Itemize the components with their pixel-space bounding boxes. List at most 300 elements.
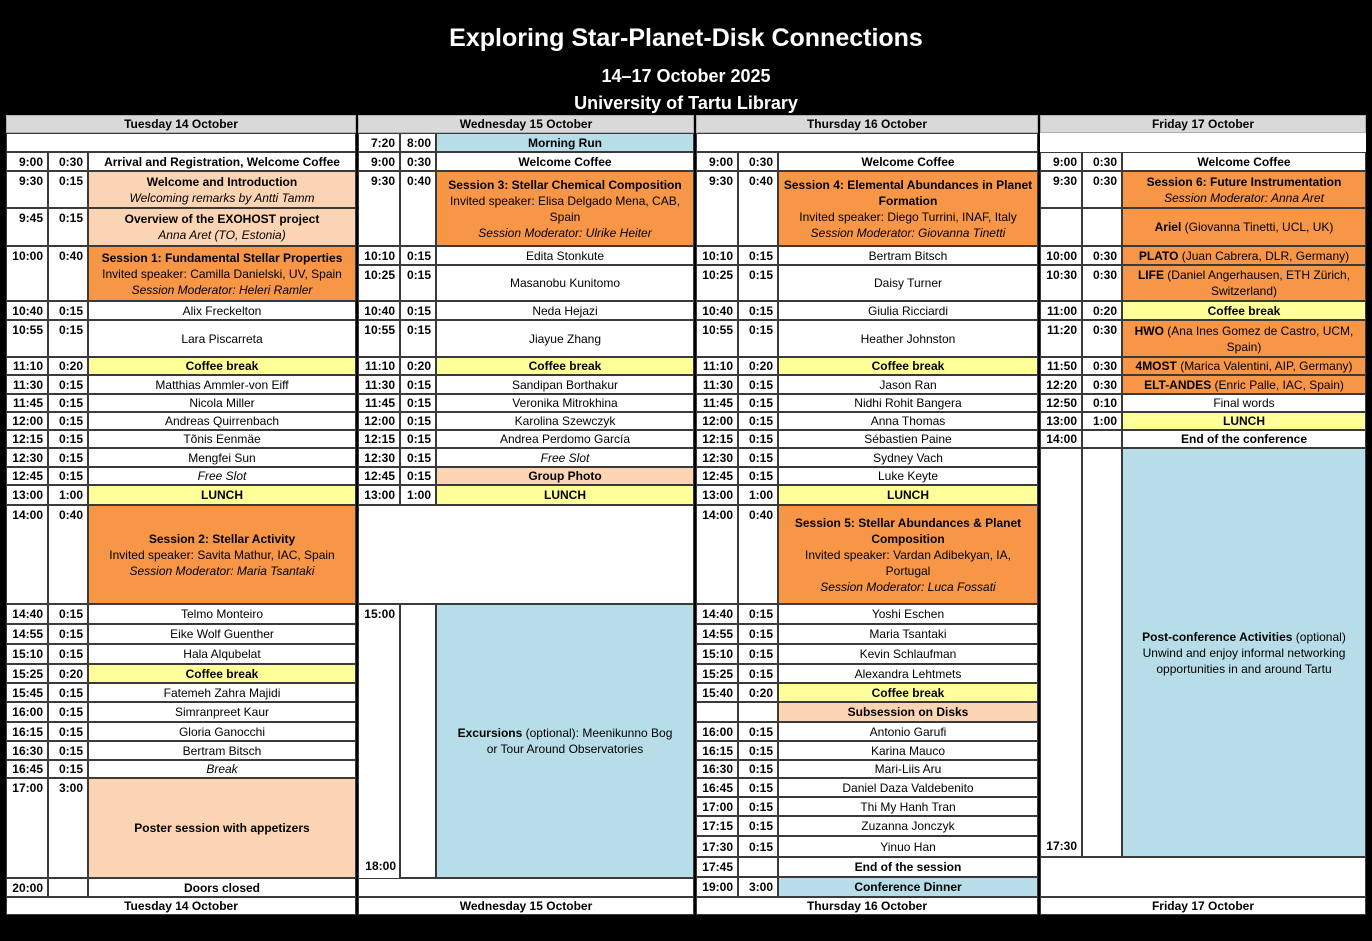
duration-cell — [400, 412, 436, 430]
schedule-entry[interactable] — [88, 430, 356, 448]
schedule-entry[interactable] — [88, 604, 356, 624]
schedule-entry[interactable] — [778, 152, 1038, 171]
schedule-entry[interactable] — [88, 467, 356, 485]
day-header-label: Wednesday 15 October — [459, 117, 593, 131]
duration: 1:00 — [58, 488, 83, 502]
entry-text: Bertram Bitsch — [182, 743, 262, 758]
start-time: 9:00 — [370, 154, 395, 169]
day-header-tue — [6, 115, 356, 133]
time-cell — [6, 246, 48, 301]
schedule-entry[interactable] — [778, 624, 1038, 644]
schedule-grid — [6, 115, 1366, 915]
day-header-wed — [358, 115, 694, 133]
start-time: 17:15 — [702, 819, 733, 833]
duration: 0:15 — [58, 743, 83, 758]
entry-text: Unwind and enjoy informal networking opportunities in and around Tartu — [1142, 645, 1346, 676]
time-cell — [6, 778, 48, 878]
schedule-entry[interactable] — [436, 430, 694, 448]
schedule-entry[interactable] — [436, 412, 694, 430]
schedule-entry[interactable] — [88, 357, 356, 375]
start-time: 11:30 — [702, 377, 733, 392]
duration-cell — [738, 778, 778, 797]
duration: 0:30 — [406, 154, 431, 169]
schedule-entry[interactable] — [778, 816, 1038, 836]
duration-cell — [48, 604, 88, 624]
time-cell — [6, 702, 48, 722]
duration: 0:15 — [58, 724, 83, 739]
schedule-entry[interactable] — [778, 683, 1038, 702]
entry-text: Gloria Ganocchi — [178, 724, 266, 739]
schedule-entry[interactable] — [88, 664, 356, 683]
duration-cell — [1082, 412, 1122, 430]
duration-cell — [738, 836, 778, 857]
start-time: 10:00 — [12, 249, 43, 263]
schedule-entry[interactable] — [1122, 375, 1366, 394]
duration-cell — [738, 760, 778, 778]
schedule-entry[interactable] — [436, 171, 694, 246]
time-cell — [358, 375, 400, 394]
entry-title: Group Photo — [528, 469, 602, 483]
duration: 0:15 — [58, 174, 83, 188]
start-time: 12:20 — [1046, 377, 1077, 392]
entry-text: Mengfei Sun — [188, 450, 256, 465]
time-cell — [696, 624, 738, 644]
start-time: 16:45 — [12, 762, 43, 776]
schedule-entry[interactable] — [778, 722, 1038, 741]
time-cell — [6, 152, 48, 171]
start-time: 20:00 — [12, 880, 43, 895]
schedule-entry[interactable] — [778, 797, 1038, 816]
start-time: 13:00 — [1046, 414, 1077, 428]
schedule-entry[interactable] — [88, 485, 356, 505]
schedule-entry[interactable] — [88, 246, 356, 301]
start-time: 12:30 — [364, 450, 395, 465]
time-cell — [1040, 208, 1082, 246]
duration: 0:30 — [58, 154, 83, 169]
duration: 0:20 — [748, 359, 773, 373]
schedule-entry[interactable] — [1122, 412, 1366, 430]
schedule-entry[interactable] — [1122, 171, 1366, 208]
schedule-entry[interactable] — [1122, 394, 1366, 412]
schedule-entry[interactable] — [88, 375, 356, 394]
entry-text: Final words — [1213, 396, 1275, 410]
time-cell — [696, 301, 738, 320]
schedule-entry[interactable] — [778, 412, 1038, 430]
schedule-entry[interactable] — [88, 760, 356, 778]
schedule-entry[interactable] — [436, 301, 694, 320]
duration-cell — [48, 430, 88, 448]
duration: 0:40 — [748, 174, 773, 188]
time-cell — [696, 797, 738, 816]
entry-title: Conference Dinner — [854, 880, 962, 894]
schedule-entry[interactable] — [1122, 208, 1366, 246]
blank-row — [6, 133, 356, 152]
entry-title: LUNCH — [887, 488, 929, 502]
duration-cell — [738, 246, 778, 265]
entry-text: Telmo Monteiro — [180, 607, 264, 621]
entry-text: Invited speaker: Diego Turrini, INAF, Italy — [799, 209, 1017, 224]
time-cell — [1040, 448, 1082, 857]
start-time: 13:00 — [12, 488, 43, 502]
schedule-entry[interactable] — [88, 208, 356, 246]
entry-title: Coffee break — [871, 685, 945, 700]
schedule-entry[interactable] — [778, 760, 1038, 778]
duration: 0:15 — [58, 450, 83, 465]
duration: 0:15 — [748, 414, 773, 428]
duration: 0:30 — [748, 154, 773, 169]
schedule-entry[interactable] — [778, 320, 1038, 357]
schedule-entry[interactable] — [1122, 246, 1366, 265]
time-cell — [1040, 265, 1082, 301]
entry-text: Yinuo Han — [880, 839, 936, 854]
duration-cell — [400, 357, 436, 375]
schedule-entry[interactable] — [436, 448, 694, 467]
duration-cell — [48, 624, 88, 644]
duration: 0:30 — [1092, 377, 1117, 392]
schedule-entry[interactable] — [436, 246, 694, 265]
duration: 0:15 — [406, 414, 431, 428]
schedule-entry[interactable] — [88, 412, 356, 430]
duration: 3:00 — [748, 880, 773, 894]
entry-text: Invited speaker: Camilla Danielski, UV, Spain — [102, 266, 342, 281]
schedule-entry[interactable] — [1122, 152, 1366, 171]
time-cell — [696, 836, 738, 857]
schedule-entry[interactable] — [1122, 357, 1366, 375]
duration-cell — [48, 485, 88, 505]
duration: 0:15 — [406, 432, 431, 446]
duration-cell — [738, 320, 778, 357]
time-cell — [1040, 375, 1082, 394]
schedule-entry[interactable] — [778, 430, 1038, 448]
duration: 0:15 — [406, 469, 431, 483]
entry-text: Invited speaker: Elisa Delgado Mena, CAB, Spain — [449, 193, 681, 224]
duration-cell — [738, 505, 778, 604]
schedule-entry[interactable] — [778, 857, 1038, 877]
schedule-entry[interactable] — [88, 152, 356, 171]
duration-cell — [400, 171, 436, 246]
schedule-entry[interactable] — [778, 877, 1038, 897]
time-cell — [6, 604, 48, 624]
duration: 1:00 — [1092, 414, 1117, 428]
duration-cell — [738, 624, 778, 644]
day-footer-label: Friday 17 October — [1151, 899, 1255, 913]
schedule-entry[interactable] — [88, 644, 356, 664]
entry-title: Welcome Coffee — [518, 154, 612, 169]
entry-text: Antonio Garufi — [869, 724, 947, 739]
start-time: 16:00 — [702, 724, 733, 739]
duration-cell — [1082, 430, 1122, 448]
time-cell — [6, 375, 48, 394]
time-cell — [696, 702, 738, 722]
start-time: 12:30 — [702, 450, 733, 465]
entry-note: Session Moderator: Heleri Ramler — [131, 282, 313, 297]
entry-text: Luke Keyte — [877, 469, 939, 483]
schedule-entry[interactable] — [778, 836, 1038, 857]
schedule-entry[interactable] — [436, 375, 694, 394]
duration: 0:40 — [58, 249, 83, 263]
schedule-entry[interactable] — [436, 357, 694, 375]
entry-text: Jiayue Zhang — [528, 331, 602, 346]
start-time: 11:10 — [364, 359, 395, 373]
duration: 0:15 — [748, 450, 773, 465]
schedule-entry[interactable] — [88, 624, 356, 644]
schedule-entry[interactable] — [1122, 320, 1366, 357]
entry-title: PLATO — [1138, 248, 1179, 263]
duration: 0:15 — [58, 323, 83, 337]
duration-cell — [400, 320, 436, 357]
schedule-entry[interactable] — [778, 505, 1038, 604]
duration: 0:20 — [58, 666, 83, 681]
duration-cell — [48, 644, 88, 664]
post-conference-entry[interactable] — [1122, 448, 1366, 857]
time-cell — [358, 604, 400, 878]
entry-title: Poster session with appetizers — [134, 821, 310, 835]
start-time: 10:10 — [364, 248, 395, 263]
schedule-entry[interactable] — [88, 301, 356, 320]
start-time: 12:45 — [12, 469, 43, 483]
duration-cell — [738, 375, 778, 394]
duration: 0:15 — [58, 685, 83, 700]
start-time: 14:00 — [1046, 432, 1077, 446]
time-cell — [1040, 246, 1082, 265]
duration-cell — [400, 430, 436, 448]
schedule-entry[interactable] — [436, 152, 694, 171]
entry-text: Andrea Perdomo García — [499, 432, 631, 446]
entry-title: Coffee break — [185, 359, 259, 373]
day-footer-label: Thursday 16 October — [806, 899, 928, 913]
entry-text: Giulia Ricciardi — [867, 303, 949, 318]
schedule-entry[interactable] — [436, 467, 694, 485]
entry-title: LUNCH — [1223, 414, 1265, 428]
entry-text: Alix Freckelton — [182, 303, 262, 318]
start-time: 14:55 — [702, 627, 733, 641]
start-time: 10:40 — [12, 303, 43, 318]
start-time: 17:30 — [1046, 839, 1077, 853]
duration-cell — [48, 152, 88, 171]
time-cell — [6, 301, 48, 320]
duration-cell — [48, 208, 88, 246]
duration-cell — [738, 485, 778, 505]
schedule-entry[interactable] — [88, 394, 356, 412]
entry-text: (Juan Cabrera, DLR, Germany) — [1178, 248, 1350, 263]
time-cell — [1040, 301, 1082, 320]
schedule-entry[interactable] — [436, 133, 694, 152]
time-cell — [696, 816, 738, 836]
entry-note: Free Slot — [540, 450, 590, 465]
duration-cell — [48, 301, 88, 320]
schedule-entry[interactable] — [1122, 301, 1366, 320]
duration: 0:15 — [58, 303, 83, 318]
start-time: 9:00 — [18, 154, 43, 169]
schedule-entry[interactable] — [88, 702, 356, 722]
schedule-entry[interactable] — [778, 664, 1038, 683]
time-cell — [1040, 412, 1082, 430]
duration-cell — [48, 357, 88, 375]
time-cell — [358, 265, 400, 301]
duration: 0:15 — [748, 469, 773, 483]
duration: 0:30 — [1092, 268, 1117, 282]
entry-title: Post-conference Activities — [1142, 629, 1293, 644]
time-cell — [696, 448, 738, 467]
time-cell — [358, 152, 400, 171]
schedule-entry[interactable] — [778, 357, 1038, 375]
entry-text: Sydney Vach — [873, 450, 943, 465]
entry-note: Session Moderator: Ulrike Heiter — [478, 225, 652, 240]
time-cell — [358, 467, 400, 485]
duration: 0:15 — [406, 248, 431, 263]
duration-cell — [400, 152, 436, 171]
start-time: 17:45 — [702, 860, 733, 874]
schedule-entry[interactable] — [436, 394, 694, 412]
schedule-entry[interactable] — [778, 394, 1038, 412]
schedule-entry[interactable] — [436, 485, 694, 505]
entry-title: Session 2: Stellar Activity — [148, 531, 296, 546]
duration-cell — [48, 702, 88, 722]
duration-cell — [400, 448, 436, 467]
entry-text: (Giovanna Tinetti, UCL, UK) — [1181, 220, 1334, 234]
schedule-entry[interactable] — [88, 741, 356, 760]
start-time: 11:20 — [1046, 323, 1077, 337]
time-cell — [1040, 394, 1082, 412]
duration: 0:15 — [58, 607, 83, 621]
duration-cell — [48, 394, 88, 412]
entry-text: Simranpreet Kaur — [174, 705, 270, 719]
duration: 0:15 — [58, 211, 83, 225]
schedule-entry[interactable] — [778, 485, 1038, 505]
blank-row — [1040, 857, 1366, 897]
duration: 8:00 — [406, 135, 431, 150]
duration: 0:15 — [748, 647, 773, 661]
schedule-entry[interactable] — [88, 448, 356, 467]
duration-cell — [738, 394, 778, 412]
entry-note: Session Moderator: Maria Tsantaki — [129, 563, 315, 578]
schedule-entry[interactable] — [778, 467, 1038, 485]
time-cell — [358, 485, 400, 505]
duration: 0:15 — [58, 762, 83, 776]
start-time: 10:55 — [702, 323, 733, 337]
duration-cell — [1082, 246, 1122, 265]
schedule-entry[interactable] — [778, 448, 1038, 467]
duration: 0:20 — [1092, 303, 1117, 318]
duration: 0:15 — [58, 647, 83, 661]
entry-title: LIFE — [1137, 268, 1164, 282]
schedule-entry[interactable] — [88, 505, 356, 604]
day-footer-thu — [696, 897, 1038, 915]
time-cell — [696, 320, 738, 357]
start-time: 14:00 — [12, 508, 43, 522]
duration: 0:15 — [58, 377, 83, 392]
schedule-entry[interactable] — [778, 375, 1038, 394]
duration: 0:15 — [748, 627, 773, 641]
schedule-entry[interactable] — [1122, 265, 1366, 301]
duration: 0:30 — [1092, 359, 1117, 373]
time-cell — [6, 357, 48, 375]
entry-text: Nidhi Rohit Bangera — [854, 396, 962, 410]
schedule-entry[interactable] — [778, 604, 1038, 624]
schedule-entry[interactable] — [88, 722, 356, 741]
time-cell — [358, 357, 400, 375]
schedule-entry[interactable] — [778, 644, 1038, 664]
duration-cell — [1082, 320, 1122, 357]
time-cell — [358, 394, 400, 412]
entry-title: Session 4: Elemental Abundances in Planet Formation — [783, 177, 1033, 208]
duration-cell — [1082, 301, 1122, 320]
time-cell — [696, 604, 738, 624]
schedule-entry[interactable] — [778, 778, 1038, 797]
time-cell — [696, 741, 738, 760]
start-time: 15:25 — [12, 666, 43, 681]
duration-cell — [48, 467, 88, 485]
schedule-entry[interactable] — [88, 320, 356, 357]
start-time: 17:00 — [12, 781, 43, 795]
time-cell — [696, 171, 738, 246]
schedule-entry[interactable] — [778, 246, 1038, 265]
schedule-entry[interactable] — [88, 171, 356, 208]
entry-title: End of the conference — [1180, 432, 1308, 446]
start-time: 11:45 — [12, 396, 43, 410]
blank-row — [1040, 133, 1366, 152]
schedule-entry[interactable] — [778, 301, 1038, 320]
duration-cell — [1082, 152, 1122, 171]
entry-text: (Ana Ines Gomez de Castro, UCM, Spain) — [1163, 323, 1354, 354]
schedule-entry[interactable] — [778, 171, 1038, 246]
duration-cell — [738, 467, 778, 485]
schedule-entry[interactable] — [436, 265, 694, 301]
schedule-entry[interactable] — [88, 878, 356, 897]
entry-title: Welcome Coffee — [1197, 154, 1291, 169]
schedule-entry[interactable] — [88, 778, 356, 878]
schedule-entry[interactable] — [778, 702, 1038, 722]
duration-cell — [48, 505, 88, 604]
blank-block — [358, 505, 694, 604]
duration-cell — [738, 664, 778, 683]
schedule-entry[interactable] — [1122, 430, 1366, 448]
start-time: 12:50 — [1046, 396, 1077, 410]
time-cell — [358, 246, 400, 265]
schedule-entry[interactable] — [88, 683, 356, 702]
day-header-label: Friday 17 October — [1151, 117, 1255, 131]
time-cell — [358, 448, 400, 467]
schedule-entry[interactable] — [778, 265, 1038, 301]
blank-row — [358, 878, 694, 897]
time-cell — [696, 857, 738, 877]
entry-title: Coffee break — [185, 666, 259, 681]
start-time: 9:30 — [370, 174, 395, 188]
entry-title: ELT-ANDES — [1144, 377, 1212, 392]
blank-row — [696, 133, 1038, 152]
duration: 0:30 — [1092, 174, 1117, 188]
duration-cell — [738, 448, 778, 467]
entry-text: Jason Ran — [879, 377, 937, 392]
time-cell — [696, 778, 738, 797]
schedule-entry[interactable] — [778, 741, 1038, 760]
day-header-label: Thursday 16 October — [806, 117, 928, 131]
schedule-entry[interactable] — [436, 320, 694, 357]
duration: 0:40 — [406, 174, 431, 188]
duration-cell — [738, 857, 778, 877]
time-cell — [696, 265, 738, 301]
excursions-entry[interactable] — [436, 604, 694, 878]
entry-text: Andreas Quirrenbach — [164, 414, 280, 428]
page-title: Exploring Star-Planet-Disk Connections — [449, 24, 923, 52]
start-time: 9:30 — [1052, 174, 1077, 188]
duration: 0:30 — [1092, 323, 1117, 337]
start-time: 11:45 — [364, 396, 395, 410]
time-cell — [6, 741, 48, 760]
entry-text: Anna Thomas — [870, 414, 946, 428]
entry-text: Karina Mauco — [870, 743, 946, 758]
time-cell — [696, 760, 738, 778]
